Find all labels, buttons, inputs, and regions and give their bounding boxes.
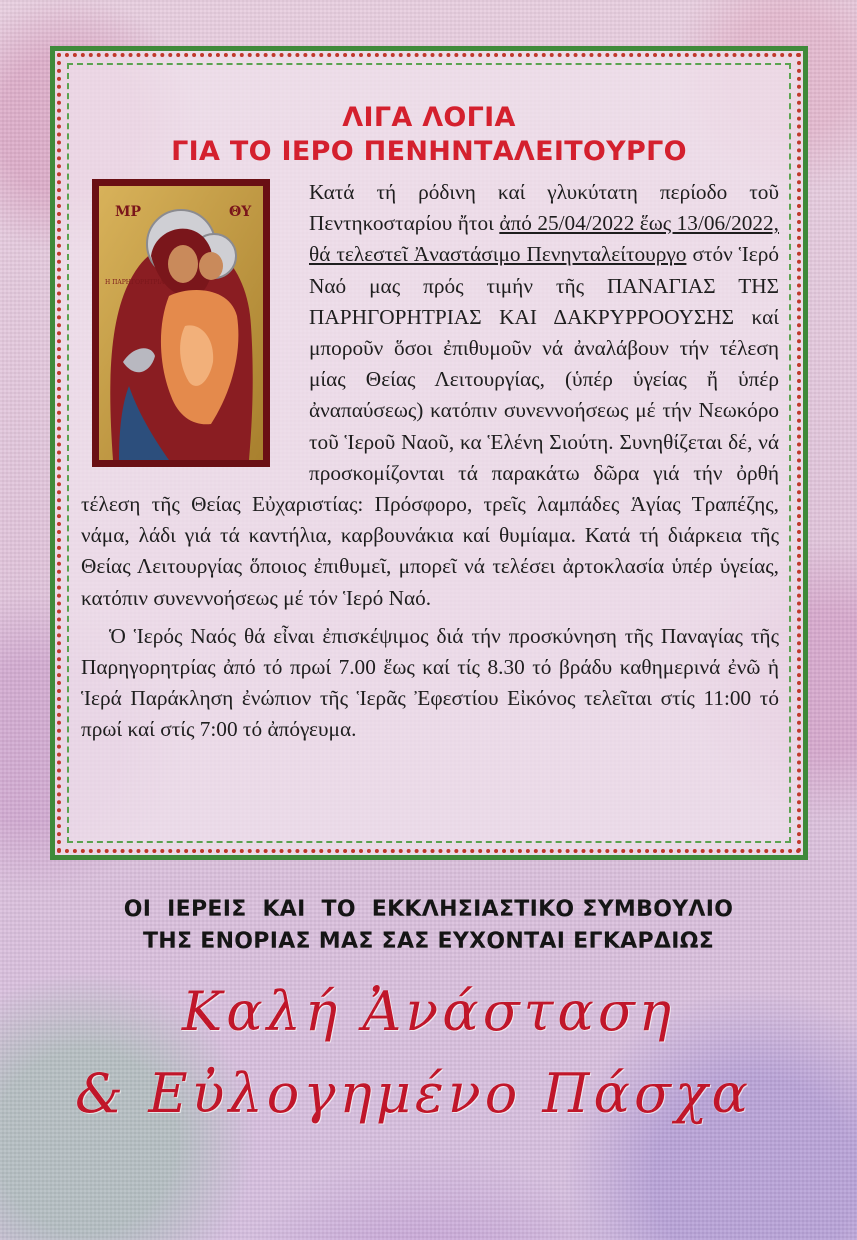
notice-title [55,101,803,169]
title-line-2: ΓΙΑ ΤΟ ΙΕΡΟ ΠΕΝΗΝΤΑΛΕΙΤΟΥΡΓΟ [171,136,687,167]
greeting [0,894,857,958]
icon-inscription-right: ΘΥ [229,204,252,220]
paragraph-1-rest: στόν Ἱερό Ναό μας πρός τιμήν τῆς ΠΑΝΑΓΙΑΣ ΤΗΣ ΠΑΡΗΓΟΡΗΤΡΙΑΣ ΚΑΙ ΔΑΚΡΥΡΡΟΟΥΣΗΣ καί μποροῦν ὅσοι ἐπιθυμοῦν νά ἀναλάβουν τήν τέλεση μίας Θείας Λειτουργίας, (ὑπέρ ὑγείας ἤ ὑπέρ ἀναπαύσεως) κατόπιν συνεννοήσεως μέ τήν Νεωκόρο τοῦ Ἱεροῦ Ναοῦ, κα Ἑλένη Σιούτη. Συνηθίζεται δέ, νά προσκομίζονται τά παρακάτω δῶρα γιά τήν ὀρθή τέλεση τῆς Θείας Εὐχαριστίας: Πρόσφορο, τρεῖς λαμπάδες Ἁγίας Τραπέζης, νάμα, λάδι γιά τά καντήλια, καρβουνάκια καί θυμίαμα. Κατά τή διάρκεια τῆς Θείας Λειτουργίας ὅποιος ἐπιθυμεῖ, μπορεῖ νά τελέσει ἀρτοκλασία ὑπέρ ὑγείας, κατόπιν συνεννοήσεως μέ τόν Ἱερό Ναό. [81,242,780,610]
wish-line-1: Καλή Ἀνάσταση [181,980,676,1043]
paragraph-1-service: θά τελεστεῖ Ἀναστάσιμο Πενηνταλείτουργο [309,242,687,267]
paragraph-1-intro: Κατά τή ρόδινη καί γλυκύτατη περίοδο τοῦ Πεντηκοσταρίου ἤτοι [309,180,779,236]
paragraph-2: Ὁ Ἱερός Ναός θά εἶναι ἐπισκέψιμος διά τήν προσκύνηση τῆς Παναγίας τῆς Παρηγορητρίας ἀπό τό πρωί 7.00 ἕως καί τίς 8.30 τό βράδυ καθημερινά ἐνῶ ἡ Ἱερά Παράκληση ἐνώπιον τῆς Ἱερᾶς Ἐφεστίου Εἰκόνος τελεῖται στίς 11:00 τό πρωί καί στίς 7:00 τό ἀπόγευμα. [81,623,779,742]
notice-frame [50,46,808,860]
wish-line-2: & Εὐλογημένο Πάσχα [74,1062,753,1125]
greeting-line-1: ΟΙ ΙΕΡΕΙΣ ΚΑΙ ΤΟ ΕΚΚΛΗΣΙΑΣΤΙΚΟ ΣΥΜΒΟΥΛΙΟ [123,897,734,922]
greeting-line-2: ΤΗΣ ΕΝΟΡΙΑΣ ΜΑΣ ΣΑΣ ΕΥΧΟΝΤΑΙ ΕΓΚΑΡΔΙΩΣ [142,929,715,954]
title-line-1: ΛΙΓΑ ΛΟΓΙΑ [342,102,516,133]
icon-inscription-side: Η ΠΑΡΗΓΟΡΗΤΡΙΑ [105,279,165,286]
icon-inscription-left: ΜΡ [115,204,142,220]
notice-body [81,177,779,746]
paragraph-1-dates: ἀπό 25/04/2022 ἕως 13/06/2022, [499,211,780,236]
